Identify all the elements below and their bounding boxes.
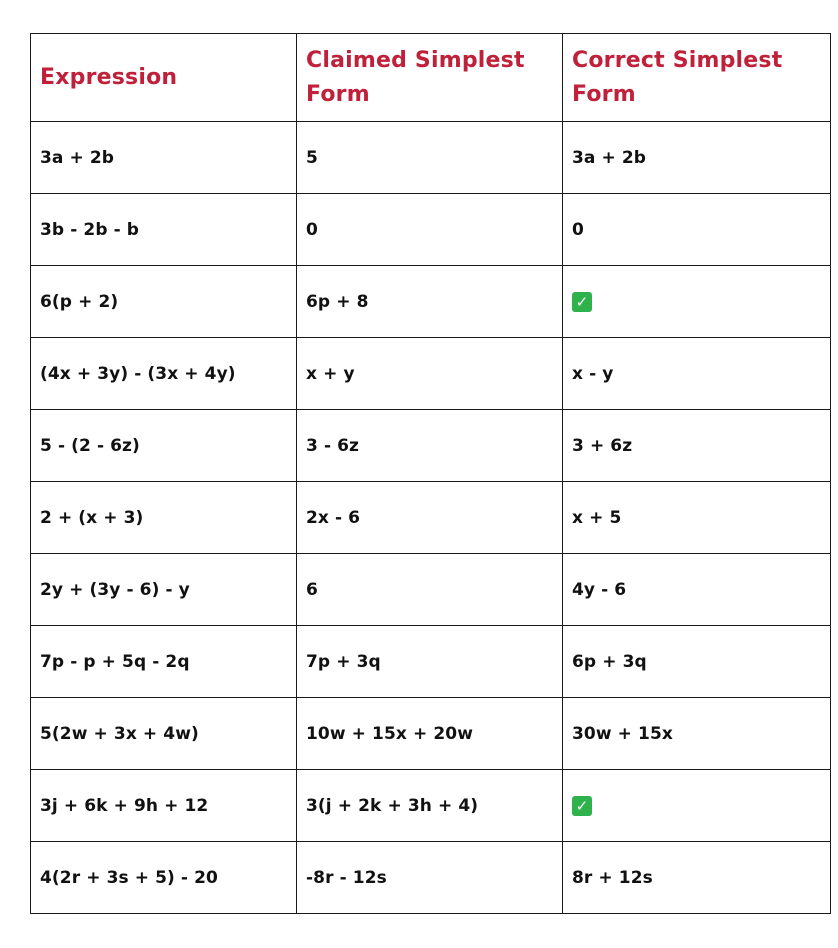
table-row bbox=[31, 770, 831, 842]
expression-cell: 3b - 2b - b bbox=[31, 194, 297, 266]
expression-cell: 5(2w + 3x + 4w) bbox=[31, 698, 297, 770]
table-row bbox=[31, 338, 831, 410]
table-body bbox=[31, 122, 831, 914]
table-row bbox=[31, 194, 831, 266]
expression-cell: (4x + 3y) - (3x + 4y) bbox=[31, 338, 297, 410]
correct-form-cell: 3 + 6z bbox=[563, 410, 831, 482]
header-row bbox=[31, 34, 831, 122]
correct-form-cell: 0 bbox=[563, 194, 831, 266]
claimed-form-cell: 3 - 6z bbox=[297, 410, 563, 482]
claimed-form-cell: 6p + 8 bbox=[297, 266, 563, 338]
table-row bbox=[31, 266, 831, 338]
correct-form-cell bbox=[563, 266, 831, 338]
table-row bbox=[31, 626, 831, 698]
header-expression: Expression bbox=[31, 34, 297, 122]
simplification-table bbox=[30, 33, 831, 914]
expression-cell: 2 + (x + 3) bbox=[31, 482, 297, 554]
expression-cell: 3j + 6k + 9h + 12 bbox=[31, 770, 297, 842]
table-row bbox=[31, 698, 831, 770]
claimed-form-cell: 7p + 3q bbox=[297, 626, 563, 698]
claimed-form-cell: 6 bbox=[297, 554, 563, 626]
claimed-form-cell: -8r - 12s bbox=[297, 842, 563, 914]
correct-form-cell: 4y - 6 bbox=[563, 554, 831, 626]
header-correct-simplest-form: Correct Simplest Form bbox=[563, 34, 831, 122]
table-row bbox=[31, 482, 831, 554]
table-row bbox=[31, 410, 831, 482]
correct-form-cell: x - y bbox=[563, 338, 831, 410]
correct-form-cell: x + 5 bbox=[563, 482, 831, 554]
expression-cell: 2y + (3y - 6) - y bbox=[31, 554, 297, 626]
check-mark-icon: ✓ bbox=[572, 796, 592, 816]
expression-cell: 5 - (2 - 6z) bbox=[31, 410, 297, 482]
header-claimed-simplest-form: Claimed Simplest Form bbox=[297, 34, 563, 122]
correct-form-cell: 6p + 3q bbox=[563, 626, 831, 698]
correct-form-cell bbox=[563, 770, 831, 842]
expression-cell: 3a + 2b bbox=[31, 122, 297, 194]
expression-cell: 4(2r + 3s + 5) - 20 bbox=[31, 842, 297, 914]
claimed-form-cell: 10w + 15x + 20w bbox=[297, 698, 563, 770]
expression-cell: 6(p + 2) bbox=[31, 266, 297, 338]
table-row bbox=[31, 554, 831, 626]
claimed-form-cell: 5 bbox=[297, 122, 563, 194]
check-mark-icon: ✓ bbox=[572, 292, 592, 312]
claimed-form-cell: 2x - 6 bbox=[297, 482, 563, 554]
claimed-form-cell: 0 bbox=[297, 194, 563, 266]
table-row bbox=[31, 122, 831, 194]
expression-cell: 7p - p + 5q - 2q bbox=[31, 626, 297, 698]
claimed-form-cell: 3(j + 2k + 3h + 4) bbox=[297, 770, 563, 842]
correct-form-cell: 8r + 12s bbox=[563, 842, 831, 914]
correct-form-cell: 30w + 15x bbox=[563, 698, 831, 770]
correct-form-cell: 3a + 2b bbox=[563, 122, 831, 194]
claimed-form-cell: x + y bbox=[297, 338, 563, 410]
table-row bbox=[31, 842, 831, 914]
